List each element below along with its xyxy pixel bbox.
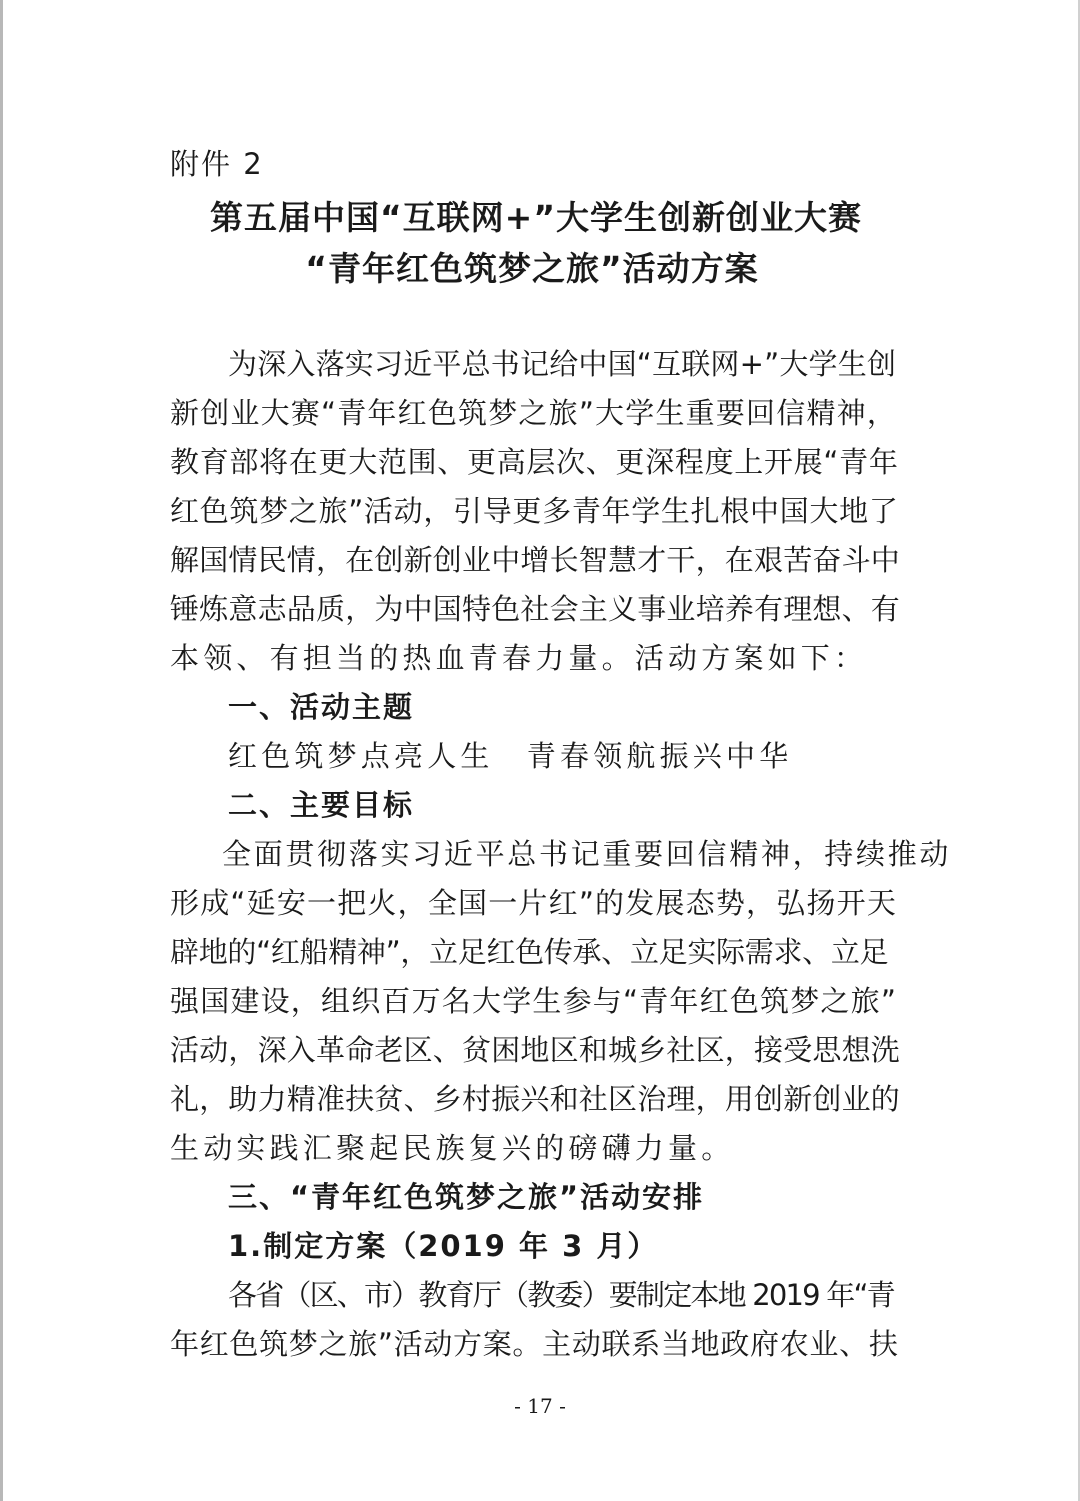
intro-line: 红色筑梦之旅”活动，引导更多青年学生扎根中国大地了 [170, 494, 899, 528]
page-number: - 17 - [514, 1394, 566, 1418]
goals-line: 生动实践汇聚起民族复兴的磅礴力量。 [170, 1131, 735, 1165]
goals-line: 辟地的“红船精神”，立足红色传承、立足实际需求、立足 [170, 935, 889, 969]
document-title-line-2: “青年红色筑梦之旅”活动方案 [305, 249, 759, 288]
intro-line: 教育部将在更大范围、更高层次、更深程度上开展“青年 [170, 445, 899, 479]
section-heading-arrangement: 三、“青年红色筑梦之旅”活动安排 [228, 1180, 705, 1214]
goals-line: 形成“延安一把火，全国一片红”的发展态势，弘扬开天 [170, 886, 898, 920]
theme-text: 红色筑梦点亮人生 青春领航振兴中华 [228, 739, 793, 773]
section-heading-theme: 一、活动主题 [228, 690, 415, 724]
section-heading-goals: 二、主要目标 [228, 788, 415, 822]
intro-line: 本领、有担当的热血青春力量。活动方案如下： [170, 641, 868, 675]
intro-line: 解国情民情，在创新创业中增长智慧才干，在艰苦奋斗中 [170, 543, 901, 577]
attachment-label: 附件 2 [170, 147, 264, 181]
document-title-line-1: 第五届中国“互联网+”大学生创新创业大赛 [209, 198, 863, 237]
intro-line: 新创业大赛“青年红色筑梦之旅”大学生重要回信精神， [170, 396, 898, 430]
intro-line: 锤炼意志品质，为中国特色社会主义事业培养有理想、有 [170, 592, 901, 626]
goals-line: 全面贯彻落实习近平总书记重要回信精神，持续推动 [222, 837, 952, 871]
subheading-plan: 1.制定方案（2019 年 3 月） [228, 1229, 659, 1263]
goals-line: 礼，助力精准扶贫、乡村振兴和社区治理，用创新创业的 [170, 1082, 901, 1116]
goals-line: 强国建设，组织百万名大学生参与“青年红色筑梦之旅” [170, 984, 898, 1018]
intro-line: 为深入落实习近平总书记给中国“互联网+”大学生创 [228, 347, 897, 381]
goals-line: 活动，深入革命老区、贫困地区和城乡社区，接受思想洗 [170, 1033, 901, 1067]
arrangement-line: 各省（区、市）教育厅（教委）要制定本地 2019 年“青 [228, 1278, 894, 1312]
arrangement-line: 年红色筑梦之旅”活动方案。主动联系当地政府农业、扶 [170, 1327, 899, 1361]
